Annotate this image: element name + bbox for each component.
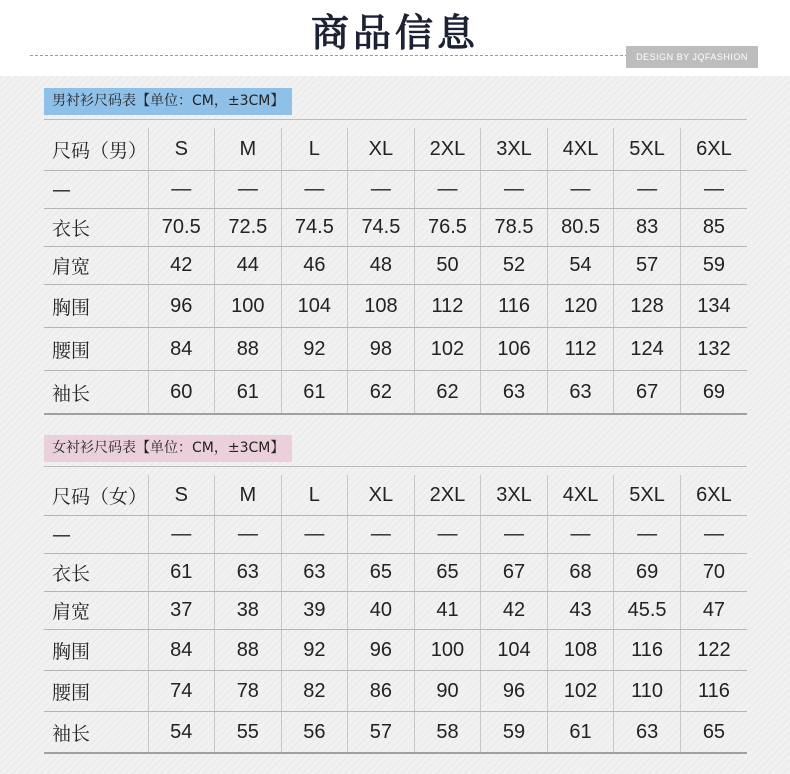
measurement-value: 82	[281, 671, 348, 712]
measurement-value: 39	[281, 592, 348, 630]
dash-cell: —	[680, 171, 747, 209]
measurement-value: 116	[614, 630, 681, 671]
size-header-row	[44, 128, 747, 171]
measurement-value: 63	[215, 554, 282, 592]
dash-cell: —	[348, 171, 415, 209]
dash-cell: —	[281, 516, 348, 554]
measurement-value: 54	[547, 247, 614, 285]
measurement-value: 67	[481, 554, 548, 592]
size-column-header: M	[215, 475, 282, 516]
measurement-value: 58	[414, 712, 481, 754]
table-row	[44, 209, 747, 247]
measurement-value: 96	[148, 285, 215, 328]
dash-cell: —	[414, 171, 481, 209]
men-size-caption: 男衬衫尺码表【单位：CM，±3CM】	[44, 88, 292, 115]
page-title: 商品信息	[310, 11, 479, 55]
measurement-value: 74.5	[281, 209, 348, 247]
men-size-table	[44, 128, 747, 415]
table-row	[44, 285, 747, 328]
dash-cell: —	[148, 171, 215, 209]
measurement-value: 65	[348, 554, 415, 592]
measurement-value: 84	[148, 630, 215, 671]
measurement-value: 63	[547, 371, 614, 415]
dash-cell: —	[281, 171, 348, 209]
measurement-value: 134	[680, 285, 747, 328]
measurement-value: 68	[547, 554, 614, 592]
table-row	[44, 671, 747, 712]
size-column-header: 4XL	[547, 128, 614, 171]
measurement-value: 83	[614, 209, 681, 247]
measurement-value: 61	[148, 554, 215, 592]
table-row	[44, 328, 747, 371]
size-column-header: 3XL	[481, 475, 548, 516]
measurement-value: 62	[348, 371, 415, 415]
women-size-table	[44, 475, 747, 754]
men-size-section	[44, 88, 747, 415]
measurement-value: 72.5	[215, 209, 282, 247]
measurement-value: 65	[680, 712, 747, 754]
measurement-value: 69	[614, 554, 681, 592]
measurement-value: 122	[680, 630, 747, 671]
measurement-value: 92	[281, 328, 348, 371]
size-column-header: XL	[348, 128, 415, 171]
dash-cell: —	[680, 516, 747, 554]
measurement-value: 102	[547, 671, 614, 712]
measurement-value: 112	[547, 328, 614, 371]
size-column-header: 6XL	[680, 475, 747, 516]
measurement-value: 88	[215, 630, 282, 671]
title-divider	[30, 55, 628, 56]
measurement-value: 120	[547, 285, 614, 328]
measurement-value: 106	[481, 328, 548, 371]
dash-row	[44, 171, 747, 209]
measurement-value: 61	[281, 371, 348, 415]
measurement-value: 100	[414, 630, 481, 671]
measurement-value: 61	[547, 712, 614, 754]
measurement-value: 57	[348, 712, 415, 754]
measurement-label: 胸围	[44, 630, 148, 671]
measurement-value: 124	[614, 328, 681, 371]
size-column-header: S	[148, 475, 215, 516]
measurement-value: 80.5	[547, 209, 614, 247]
dash-cell: —	[414, 516, 481, 554]
measurement-value: 55	[215, 712, 282, 754]
measurement-label: 袖长	[44, 371, 148, 415]
size-corner-label: 尺码（男）	[44, 128, 148, 171]
dash-cell: —	[348, 516, 415, 554]
measurement-value: 86	[348, 671, 415, 712]
measurement-value: 62	[414, 371, 481, 415]
dash-cell: —	[547, 516, 614, 554]
measurement-value: 54	[148, 712, 215, 754]
women-caption-rule	[44, 466, 747, 467]
dash-cell: —	[547, 171, 614, 209]
measurement-value: 43	[547, 592, 614, 630]
size-column-header: M	[215, 128, 282, 171]
size-column-header: 5XL	[614, 128, 681, 171]
table-row	[44, 712, 747, 754]
measurement-value: 78	[215, 671, 282, 712]
measurement-value: 104	[281, 285, 348, 328]
dash-row	[44, 516, 747, 554]
measurement-value: 45.5	[614, 592, 681, 630]
measurement-value: 69	[680, 371, 747, 415]
measurement-value: 59	[680, 247, 747, 285]
measurement-value: 110	[614, 671, 681, 712]
measurement-value: 132	[680, 328, 747, 371]
size-column-header: 6XL	[680, 128, 747, 171]
dash-cell: —	[614, 516, 681, 554]
size-column-header: 5XL	[614, 475, 681, 516]
measurement-value: 42	[481, 592, 548, 630]
measurement-value: 76.5	[414, 209, 481, 247]
measurement-label: 肩宽	[44, 592, 148, 630]
measurement-value: 128	[614, 285, 681, 328]
measurement-value: 85	[680, 209, 747, 247]
size-column-header: 2XL	[414, 128, 481, 171]
size-column-header: L	[281, 475, 348, 516]
table-row	[44, 371, 747, 415]
men-caption-rule	[44, 119, 747, 120]
measurement-value: 98	[348, 328, 415, 371]
size-column-header: 3XL	[481, 128, 548, 171]
dash-cell: —	[44, 171, 148, 209]
measurement-value: 78.5	[481, 209, 548, 247]
measurement-value: 65	[414, 554, 481, 592]
size-corner-label: 尺码（女）	[44, 475, 148, 516]
size-column-header: L	[281, 128, 348, 171]
measurement-value: 90	[414, 671, 481, 712]
measurement-value: 60	[148, 371, 215, 415]
dash-cell: —	[44, 516, 148, 554]
dash-cell: —	[481, 516, 548, 554]
measurement-value: 96	[348, 630, 415, 671]
measurement-value: 52	[481, 247, 548, 285]
measurement-label: 胸围	[44, 285, 148, 328]
measurement-value: 47	[680, 592, 747, 630]
measurement-value: 96	[481, 671, 548, 712]
measurement-label: 衣长	[44, 209, 148, 247]
measurement-value: 108	[348, 285, 415, 328]
table-row	[44, 592, 747, 630]
measurement-value: 63	[614, 712, 681, 754]
measurement-value: 59	[481, 712, 548, 754]
measurement-value: 116	[481, 285, 548, 328]
measurement-value: 108	[547, 630, 614, 671]
dash-cell: —	[148, 516, 215, 554]
measurement-value: 116	[680, 671, 747, 712]
measurement-value: 102	[414, 328, 481, 371]
dash-cell: —	[215, 171, 282, 209]
measurement-value: 38	[215, 592, 282, 630]
measurement-value: 112	[414, 285, 481, 328]
measurement-value: 100	[215, 285, 282, 328]
measurement-value: 70.5	[148, 209, 215, 247]
size-column-header: 2XL	[414, 475, 481, 516]
measurement-label: 腰围	[44, 328, 148, 371]
header	[0, 0, 790, 76]
measurement-label: 衣长	[44, 554, 148, 592]
measurement-label: 袖长	[44, 712, 148, 754]
measurement-value: 37	[148, 592, 215, 630]
measurement-label: 腰围	[44, 671, 148, 712]
measurement-value: 56	[281, 712, 348, 754]
measurement-value: 74.5	[348, 209, 415, 247]
measurement-value: 46	[281, 247, 348, 285]
measurement-value: 48	[348, 247, 415, 285]
measurement-value: 61	[215, 371, 282, 415]
size-column-header: S	[148, 128, 215, 171]
measurement-value: 63	[481, 371, 548, 415]
measurement-value: 104	[481, 630, 548, 671]
brand-badge: DESIGN BY JQFASHION	[626, 46, 758, 68]
measurement-value: 50	[414, 247, 481, 285]
measurement-value: 40	[348, 592, 415, 630]
measurement-value: 57	[614, 247, 681, 285]
table-row	[44, 554, 747, 592]
table-row	[44, 247, 747, 285]
measurement-value: 44	[215, 247, 282, 285]
measurement-value: 67	[614, 371, 681, 415]
measurement-value: 84	[148, 328, 215, 371]
measurement-value: 74	[148, 671, 215, 712]
dash-cell: —	[614, 171, 681, 209]
size-column-header: XL	[348, 475, 415, 516]
measurement-value: 42	[148, 247, 215, 285]
measurement-value: 92	[281, 630, 348, 671]
size-column-header: 4XL	[547, 475, 614, 516]
dash-cell: —	[215, 516, 282, 554]
size-header-row	[44, 475, 747, 516]
women-size-caption: 女衬衫尺码表【单位：CM，±3CM】	[44, 435, 292, 462]
women-size-section	[44, 435, 747, 754]
dash-cell: —	[481, 171, 548, 209]
table-row	[44, 630, 747, 671]
measurement-label: 肩宽	[44, 247, 148, 285]
measurement-value: 70	[680, 554, 747, 592]
measurement-value: 41	[414, 592, 481, 630]
measurement-value: 88	[215, 328, 282, 371]
measurement-value: 63	[281, 554, 348, 592]
